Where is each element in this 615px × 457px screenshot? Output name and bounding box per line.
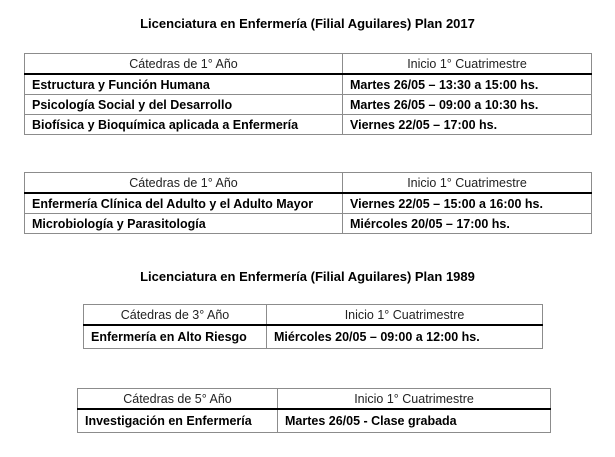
subject-cell: Estructura y Función Humana (25, 74, 343, 95)
subject-cell: Investigación en Enfermería (78, 409, 278, 433)
schedule-table-1989-third-year (83, 304, 543, 349)
start-date-cell: Viernes 22/05 – 15:00 a 16:00 hs. (343, 193, 592, 214)
subject-cell: Enfermería Clínica del Adulto y el Adulto Mayor (25, 193, 343, 214)
schedule-table-2017-first-year-b (24, 172, 592, 234)
start-date-cell: Martes 26/05 – 09:00 a 10:30 hs. (343, 95, 592, 115)
plan-1989-title: Licenciatura en Enfermería (Filial Aguilares) Plan 1989 (140, 269, 475, 284)
table-header-row (25, 173, 592, 194)
table-row (25, 115, 592, 135)
header-cell-subject: Cátedras de 5° Año (78, 389, 278, 410)
table-row (25, 95, 592, 115)
start-date-cell: Martes 26/05 – 13:30 a 15:00 hs. (343, 74, 592, 95)
header-cell-subject: Cátedras de 1° Año (25, 54, 343, 75)
schedule-table-1989-fifth-year (77, 388, 551, 433)
header-cell-start: Inicio 1° Cuatrimestre (343, 54, 592, 75)
table-row (25, 74, 592, 95)
header-cell-start: Inicio 1° Cuatrimestre (278, 389, 551, 410)
table-row (84, 325, 543, 349)
start-date-cell: Miércoles 20/05 – 09:00 a 12:00 hs. (267, 325, 543, 349)
table-header-row (78, 389, 551, 410)
subject-cell: Enfermería en Alto Riesgo (84, 325, 267, 349)
schedule-table-2017-first-year-a (24, 53, 592, 135)
header-cell-subject: Cátedras de 3° Año (84, 305, 267, 326)
table-header-row (84, 305, 543, 326)
subject-cell: Biofísica y Bioquímica aplicada a Enfermería (25, 115, 343, 135)
plan-2017-title: Licenciatura en Enfermería (Filial Aguilares) Plan 2017 (140, 16, 475, 31)
header-cell-start: Inicio 1° Cuatrimestre (343, 173, 592, 194)
header-cell-start: Inicio 1° Cuatrimestre (267, 305, 543, 326)
start-date-cell: Miércoles 20/05 – 17:00 hs. (343, 214, 592, 234)
start-date-cell: Martes 26/05 - Clase grabada (278, 409, 551, 433)
table-row (25, 214, 592, 234)
subject-cell: Psicología Social y del Desarrollo (25, 95, 343, 115)
subject-cell: Microbiología y Parasitología (25, 214, 343, 234)
start-date-cell: Viernes 22/05 – 17:00 hs. (343, 115, 592, 135)
table-header-row (25, 54, 592, 75)
table-row (25, 193, 592, 214)
header-cell-subject: Cátedras de 1° Año (25, 173, 343, 194)
table-row (78, 409, 551, 433)
